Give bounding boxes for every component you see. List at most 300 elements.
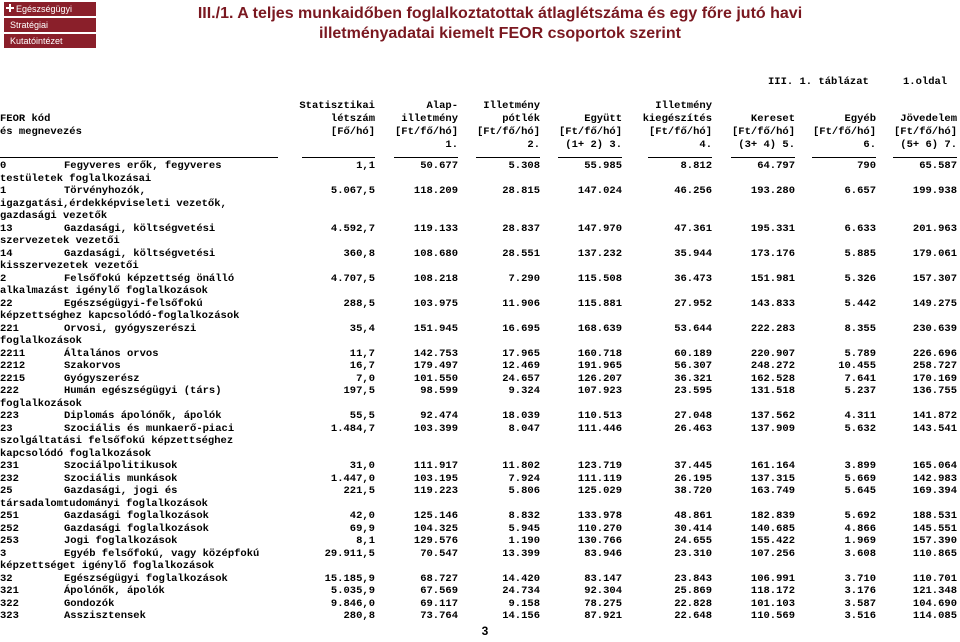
cell-col-8: 149.275 <box>912 297 957 310</box>
cell-col-6: 162.528 <box>750 372 795 385</box>
header-col-7-line-3: [Ft/fő/hó] <box>812 126 876 138</box>
cell-col-2: 179.497 <box>413 360 458 372</box>
cell-col-1: 5.067,5 <box>330 185 375 197</box>
cell-col-8: 114.085 <box>912 610 957 622</box>
cell-col-3: 18.039 <box>502 410 540 422</box>
cell-col-5: 48.861 <box>674 510 712 522</box>
cell-col-2: 108.218 <box>413 272 458 285</box>
cell-col-3: 9.158 <box>508 597 540 610</box>
cell-col-4: 111.119 <box>577 472 622 485</box>
table-row <box>0 385 960 398</box>
feor-code: 25 <box>0 485 13 497</box>
institute-logo <box>4 2 96 48</box>
cell-col-2: 151.945 <box>413 322 458 335</box>
occupation-name-continuation: kisszervezetek vezetői <box>0 260 139 272</box>
feor-code: 2212 <box>0 360 26 372</box>
table-row-continuation <box>0 560 960 573</box>
header-col-8-line-4: (5+ 6) 7. <box>900 139 957 151</box>
cell-col-7: 8.355 <box>844 322 876 335</box>
table-row-continuation <box>0 285 960 298</box>
header-rule <box>476 157 540 158</box>
cell-col-1: 29.911,5 <box>324 547 375 560</box>
cell-col-5: 24.655 <box>674 535 712 547</box>
occupation-name: Szociális és munkaerő-piaci <box>64 422 235 435</box>
occupation-name: Fegyveres erők, fegyveres <box>64 160 222 172</box>
table-row <box>0 323 960 336</box>
header-rule <box>394 157 458 158</box>
feor-code: 22 <box>0 297 13 310</box>
feor-code: 23 <box>0 422 13 435</box>
cell-col-3: 28.815 <box>502 185 540 197</box>
header-col-8-line-2: Jövedelem <box>900 113 957 125</box>
occupation-name: Általános orvos <box>64 347 159 360</box>
cell-col-3: 9.324 <box>508 385 540 397</box>
header-col-1-line-3: [Fő/hó] <box>330 126 375 138</box>
cell-col-4: 125.029 <box>577 485 622 497</box>
header-first-line-1: FEOR kód <box>0 113 51 125</box>
cell-col-7: 5.326 <box>844 272 876 285</box>
feor-code: 14 <box>0 247 13 260</box>
occupation-name-continuation: foglalkozások <box>0 397 82 410</box>
cell-col-8: 136.755 <box>912 385 957 397</box>
table-number: III. 1. táblázat <box>768 76 869 88</box>
logo-line-1: Egészségügyi <box>16 4 73 14</box>
cell-col-2: 67.569 <box>420 585 458 597</box>
occupation-name: Orvosi, gyógyszerészi <box>64 322 197 335</box>
occupation-name: Felsőfokú képzettség önálló <box>64 272 235 285</box>
cell-col-3: 17.965 <box>502 347 540 360</box>
header-col-3-line-4: 2. <box>527 139 540 151</box>
header-rule <box>302 157 375 158</box>
table-row <box>0 298 960 311</box>
header-col-5-line-2: kiegészítés <box>642 113 712 125</box>
cell-col-5: 30.414 <box>674 522 712 535</box>
cell-col-1: 16,7 <box>349 360 375 372</box>
table-row <box>0 573 960 586</box>
cell-col-2: 69.117 <box>420 597 458 610</box>
table-row-continuation <box>0 173 960 186</box>
occupation-name: Gazdasági, költségvetési <box>64 247 216 260</box>
cell-col-4: 107.923 <box>577 385 622 397</box>
feor-code: 253 <box>0 535 19 547</box>
cell-col-5: 27.048 <box>674 410 712 422</box>
occupation-name-continuation: alkalmazást igénylő foglalkozások <box>0 285 208 297</box>
table-row <box>0 348 960 361</box>
header-col-8-line-3: [Ft/fő/hó] <box>893 126 957 138</box>
feor-code: 323 <box>0 610 19 622</box>
page-reference: 1.oldal <box>903 76 948 88</box>
cell-col-4: 115.508 <box>577 272 622 285</box>
cell-col-5: 38.720 <box>674 485 712 497</box>
header-col-3-line-3: [Ft/fő/hó] <box>476 126 540 138</box>
table-row-continuation <box>0 398 960 411</box>
cell-col-2: 111.917 <box>413 460 458 472</box>
cell-col-6: 248.272 <box>750 360 795 372</box>
cell-col-6: 137.909 <box>750 422 795 435</box>
cell-col-1: 9.846,0 <box>330 597 375 610</box>
header-col-5-line-1: Illetmény <box>655 100 712 112</box>
cell-col-2: 125.146 <box>413 510 458 522</box>
cell-col-8: 121.348 <box>912 585 957 597</box>
header-col-2-line-3: [Ft/fő/hó] <box>394 126 458 138</box>
feor-code: 232 <box>0 472 19 485</box>
cell-col-4: 123.719 <box>577 460 622 472</box>
cell-col-1: 197,5 <box>343 385 375 397</box>
feor-code: 321 <box>0 585 19 597</box>
table-row <box>0 185 960 198</box>
table-row <box>0 423 960 436</box>
cell-col-2: 92.474 <box>420 410 458 422</box>
cell-col-8: 110.865 <box>912 547 957 560</box>
cell-col-5: 36.321 <box>674 372 712 385</box>
table-row <box>0 360 960 373</box>
cell-col-7: 3.516 <box>844 610 876 622</box>
cell-col-4: 147.970 <box>577 222 622 235</box>
cell-col-6: 195.331 <box>750 222 795 235</box>
cell-col-3: 7.290 <box>508 272 540 285</box>
cell-col-5: 46.256 <box>674 185 712 197</box>
cell-col-3: 5.308 <box>508 160 540 172</box>
cell-col-1: 15.185,9 <box>324 572 375 585</box>
cell-col-7: 6.633 <box>844 222 876 235</box>
cell-col-6: 155.422 <box>750 535 795 547</box>
cell-col-3: 28.551 <box>502 247 540 260</box>
page-number: 3 <box>481 624 489 638</box>
cell-col-6: 151.981 <box>750 272 795 285</box>
cell-col-1: 31,0 <box>349 460 375 472</box>
cell-col-7: 5.885 <box>844 247 876 260</box>
occupation-name: Gazdasági foglalkozások <box>64 510 209 522</box>
feor-code: 223 <box>0 410 19 422</box>
cell-col-6: 110.569 <box>750 610 795 622</box>
cell-col-4: 160.718 <box>577 347 622 360</box>
cell-col-1: 5.035,9 <box>330 585 375 597</box>
cell-col-1: 55,5 <box>349 410 375 422</box>
cell-col-1: 1,1 <box>356 160 375 172</box>
feor-code: 2211 <box>0 347 26 360</box>
cell-col-4: 137.232 <box>577 247 622 260</box>
cell-col-4: 133.978 <box>577 510 622 522</box>
cell-col-7: 5.789 <box>844 347 876 360</box>
cell-col-3: 11.802 <box>502 460 540 472</box>
table-row <box>0 610 960 623</box>
header-rule <box>648 157 712 158</box>
cell-col-8: 226.696 <box>912 347 957 360</box>
occupation-name: Diplomás ápolónők, ápolók <box>64 410 222 422</box>
cell-col-7: 5.237 <box>844 385 876 397</box>
header-col-5-line-3: [Ft/fő/hó] <box>648 126 712 138</box>
table-row <box>0 223 960 236</box>
table-row <box>0 473 960 486</box>
cell-col-1: 69,9 <box>349 522 375 535</box>
cell-col-6: 143.833 <box>750 297 795 310</box>
cell-col-2: 104.325 <box>413 522 458 535</box>
header-col-1-line-2: létszám <box>330 113 375 125</box>
table-row <box>0 460 960 473</box>
cell-col-1: 1.484,7 <box>330 422 375 435</box>
cell-col-6: 220.907 <box>750 347 795 360</box>
table-row <box>0 535 960 548</box>
cell-col-7: 5.442 <box>844 297 876 310</box>
cell-col-3: 13.399 <box>502 547 540 560</box>
cell-col-5: 25.869 <box>674 585 712 597</box>
cell-col-7: 6.657 <box>844 185 876 197</box>
cell-col-5: 60.189 <box>674 347 712 360</box>
table-row-continuation <box>0 498 960 511</box>
cell-col-5: 8.812 <box>680 160 712 172</box>
cell-col-4: 83.946 <box>584 547 622 560</box>
cell-col-1: 4.707,5 <box>330 272 375 285</box>
cell-col-7: 3.608 <box>844 547 876 560</box>
cell-col-8: 179.061 <box>912 247 957 260</box>
cell-col-5: 27.952 <box>674 297 712 310</box>
occupation-name-continuation: társadalomtudományi foglalkozások <box>0 497 208 510</box>
cell-col-5: 53.644 <box>674 322 712 335</box>
header-col-4-line-3: [Ft/fő/hó] <box>558 126 622 138</box>
occupation-name: Szociálpolitikusok <box>64 460 178 472</box>
occupation-name: Egészségügyi foglalkozások <box>64 572 228 585</box>
cell-col-5: 23.310 <box>674 547 712 560</box>
cell-col-7: 7.641 <box>844 372 876 385</box>
cell-col-3: 5.806 <box>508 485 540 497</box>
cell-col-7: 3.899 <box>844 460 876 472</box>
header-rule <box>0 157 278 158</box>
cell-col-4: 87.921 <box>584 610 622 622</box>
table-row <box>0 373 960 386</box>
cell-col-4: 83.147 <box>584 572 622 585</box>
cell-col-3: 5.945 <box>508 522 540 535</box>
cell-col-3: 8.832 <box>508 510 540 522</box>
occupation-name-continuation: szervezetek vezetői <box>0 235 120 247</box>
header-rule <box>812 157 876 158</box>
cell-col-3: 16.695 <box>502 322 540 335</box>
cell-col-7: 3.710 <box>844 572 876 585</box>
cell-col-7: 5.645 <box>844 485 876 497</box>
feor-code: 231 <box>0 460 19 472</box>
occupation-name-continuation: testületek foglalkozásai <box>0 172 152 185</box>
occupation-name: Egészségügyi-felsőfokú <box>64 297 203 310</box>
cell-col-1: 7,0 <box>356 372 375 385</box>
table-row <box>0 160 960 173</box>
cell-col-8: 143.541 <box>912 422 957 435</box>
cell-col-3: 8.047 <box>508 422 540 435</box>
cell-col-3: 24.734 <box>502 585 540 597</box>
feor-code: 322 <box>0 597 19 610</box>
cell-col-8: 142.983 <box>912 472 957 485</box>
header-col-5-line-4: 4. <box>699 139 712 151</box>
occupation-name: Szociális munkások <box>64 472 178 485</box>
header-col-2-line-4: 1. <box>445 139 458 151</box>
cell-col-5: 26.463 <box>674 422 712 435</box>
cell-col-3: 11.906 <box>502 297 540 310</box>
cell-col-4: 111.446 <box>577 422 622 435</box>
cell-col-4: 92.304 <box>584 585 622 597</box>
cell-col-2: 50.677 <box>420 160 458 172</box>
cell-col-5: 22.648 <box>674 610 712 622</box>
table-row-continuation <box>0 335 960 348</box>
feor-code: 13 <box>0 222 13 235</box>
table-row <box>0 248 960 261</box>
cell-col-2: 119.133 <box>413 222 458 235</box>
header-col-4-line-4: (1+ 2) 3. <box>565 139 622 151</box>
cell-col-6: 163.749 <box>750 485 795 497</box>
cell-col-7: 1.969 <box>844 535 876 547</box>
occupation-name: Szakorvos <box>64 360 121 372</box>
header-col-3-line-2: pótlék <box>502 113 540 125</box>
table-row <box>0 510 960 523</box>
logo-line-2: Stratégiai <box>10 20 49 30</box>
cell-col-1: 11,7 <box>349 347 375 360</box>
cell-col-6: 107.256 <box>750 547 795 560</box>
cell-col-3: 14.156 <box>502 610 540 622</box>
occupation-name-continuation: szolgáltatási felsőfokú képzettséghez kapcsolódó foglalkozások <box>0 435 234 460</box>
cell-col-8: 199.938 <box>912 185 957 197</box>
table-row <box>0 273 960 286</box>
occupation-name-continuation: foglalkozások <box>0 335 82 347</box>
table-row <box>0 485 960 498</box>
header-first-line-2: és megnevezés <box>0 126 82 138</box>
cell-col-7: 5.632 <box>844 422 876 435</box>
cell-col-2: 68.727 <box>420 572 458 585</box>
cell-col-8: 104.690 <box>912 597 957 610</box>
feor-code: 32 <box>0 572 13 585</box>
cell-col-4: 78.275 <box>584 597 622 610</box>
cell-col-7: 4.311 <box>844 410 876 422</box>
occupation-name: Jogi foglalkozások <box>64 535 178 547</box>
cell-col-5: 47.361 <box>674 222 712 235</box>
cell-col-8: 141.872 <box>912 410 957 422</box>
header-col-7-line-4: 6. <box>863 139 876 151</box>
cell-col-7: 5.692 <box>844 510 876 522</box>
cell-col-4: 147.024 <box>577 185 622 197</box>
header-col-6-line-3: [Ft/fő/hó] <box>731 126 795 138</box>
cell-col-4: 126.207 <box>577 372 622 385</box>
cell-col-4: 110.270 <box>577 522 622 535</box>
table-row-continuation <box>0 260 960 273</box>
table-row-continuation <box>0 235 960 248</box>
cell-col-2: 73.764 <box>420 610 458 622</box>
feor-code: 2 <box>0 272 7 285</box>
cell-col-5: 56.307 <box>674 360 712 372</box>
cell-col-6: 64.797 <box>757 160 795 172</box>
cell-col-6: 101.103 <box>750 597 795 610</box>
cell-col-8: 230.639 <box>912 322 957 335</box>
cell-col-5: 35.944 <box>674 247 712 260</box>
cell-col-8: 165.064 <box>912 460 957 472</box>
header-col-2-line-1: Alap- <box>426 100 458 112</box>
cell-col-7: 3.176 <box>844 585 876 597</box>
cell-col-6: 182.839 <box>750 510 795 522</box>
header-rule <box>731 157 795 158</box>
cell-col-6: 222.283 <box>750 322 795 335</box>
header-col-7-line-2: Egyéb <box>844 113 876 125</box>
cell-col-2: 103.195 <box>413 472 458 485</box>
table-row <box>0 548 960 561</box>
cell-col-4: 191.965 <box>577 360 622 372</box>
cell-col-8: 157.390 <box>912 535 957 547</box>
cell-col-1: 1.447,0 <box>330 472 375 485</box>
cell-col-8: 201.963 <box>912 222 957 235</box>
cell-col-7: 790 <box>857 160 876 172</box>
cell-col-2: 119.223 <box>413 485 458 497</box>
cell-col-4: 55.985 <box>584 160 622 172</box>
cell-col-7: 5.669 <box>844 472 876 485</box>
feor-code: 2215 <box>0 372 26 385</box>
cell-col-5: 36.473 <box>674 272 712 285</box>
cell-col-6: 161.164 <box>750 460 795 472</box>
occupation-name: Asszisztensek <box>64 610 146 622</box>
cell-col-4: 130.766 <box>577 535 622 547</box>
cell-col-8: 110.701 <box>912 572 957 585</box>
cell-col-8: 145.551 <box>912 522 957 535</box>
cell-col-3: 1.190 <box>508 535 540 547</box>
page-title: III./1. A teljes munkaidőben foglalkoztatottak átlaglétszáma és egy főre jutó havi illetményadatai kiemelt FEOR csoportok szerint <box>197 5 803 42</box>
cell-col-8: 65.587 <box>919 160 957 172</box>
table-row <box>0 523 960 536</box>
table-row <box>0 410 960 423</box>
table-row <box>0 585 960 598</box>
cell-col-3: 14.420 <box>502 572 540 585</box>
cell-col-8: 157.307 <box>912 272 957 285</box>
cell-col-8: 169.394 <box>912 485 957 497</box>
feor-code: 1 <box>0 185 7 197</box>
occupation-name-continuation: igazgatási,érdekképviseleti vezetők, gazdasági vezetők <box>0 197 227 222</box>
occupation-name: Ápolónők, ápolók <box>64 585 165 597</box>
cell-col-2: 103.975 <box>413 297 458 310</box>
occupation-name-continuation: képzettséget igénylő foglalkozások <box>0 560 215 572</box>
cell-col-1: 35,4 <box>349 322 375 335</box>
cell-col-3: 12.469 <box>502 360 540 372</box>
cell-col-7: 10.455 <box>838 360 876 372</box>
cell-col-6: 106.991 <box>750 572 795 585</box>
header-col-6-line-4: (3+ 4) 5. <box>738 139 795 151</box>
cell-col-6: 173.176 <box>750 247 795 260</box>
table-row <box>0 598 960 611</box>
cell-col-2: 108.680 <box>413 247 458 260</box>
cell-col-2: 98.599 <box>420 385 458 397</box>
occupation-name: Gazdasági, jogi és <box>64 485 178 497</box>
cell-col-1: 288,5 <box>343 297 375 310</box>
occupation-name: Törvényhozók, <box>64 185 146 197</box>
logo-cross-icon <box>6 4 14 12</box>
table-row-continuation <box>0 197 960 222</box>
occupation-name: Gondozók <box>64 597 115 610</box>
feor-code: 252 <box>0 522 19 535</box>
feor-code: 222 <box>0 385 19 397</box>
cell-col-4: 110.513 <box>577 410 622 422</box>
header-rule <box>893 157 957 158</box>
occupation-name: Humán egészségügyi (társ) <box>64 385 222 397</box>
cell-col-3: 28.837 <box>502 222 540 235</box>
cell-col-3: 24.657 <box>502 372 540 385</box>
cell-col-6: 137.315 <box>750 472 795 485</box>
occupation-name: Gazdasági, költségvetési <box>64 222 216 235</box>
cell-col-1: 4.592,7 <box>330 222 375 235</box>
cell-col-2: 142.753 <box>413 347 458 360</box>
cell-col-7: 4.866 <box>844 522 876 535</box>
cell-col-8: 188.531 <box>912 510 957 522</box>
header-col-3-line-1: Illetmény <box>483 100 540 112</box>
cell-col-2: 70.547 <box>420 547 458 560</box>
cell-col-3: 7.924 <box>508 472 540 485</box>
header-col-6-line-2: Kereset <box>750 113 795 125</box>
cell-col-2: 103.399 <box>413 422 458 435</box>
cell-col-5: 37.445 <box>674 460 712 472</box>
table-row-continuation <box>0 435 960 460</box>
logo-line-3: Kutatóintézet <box>10 36 63 46</box>
occupation-name: Gazdasági foglalkozások <box>64 522 209 535</box>
cell-col-1: 360,8 <box>343 247 375 260</box>
